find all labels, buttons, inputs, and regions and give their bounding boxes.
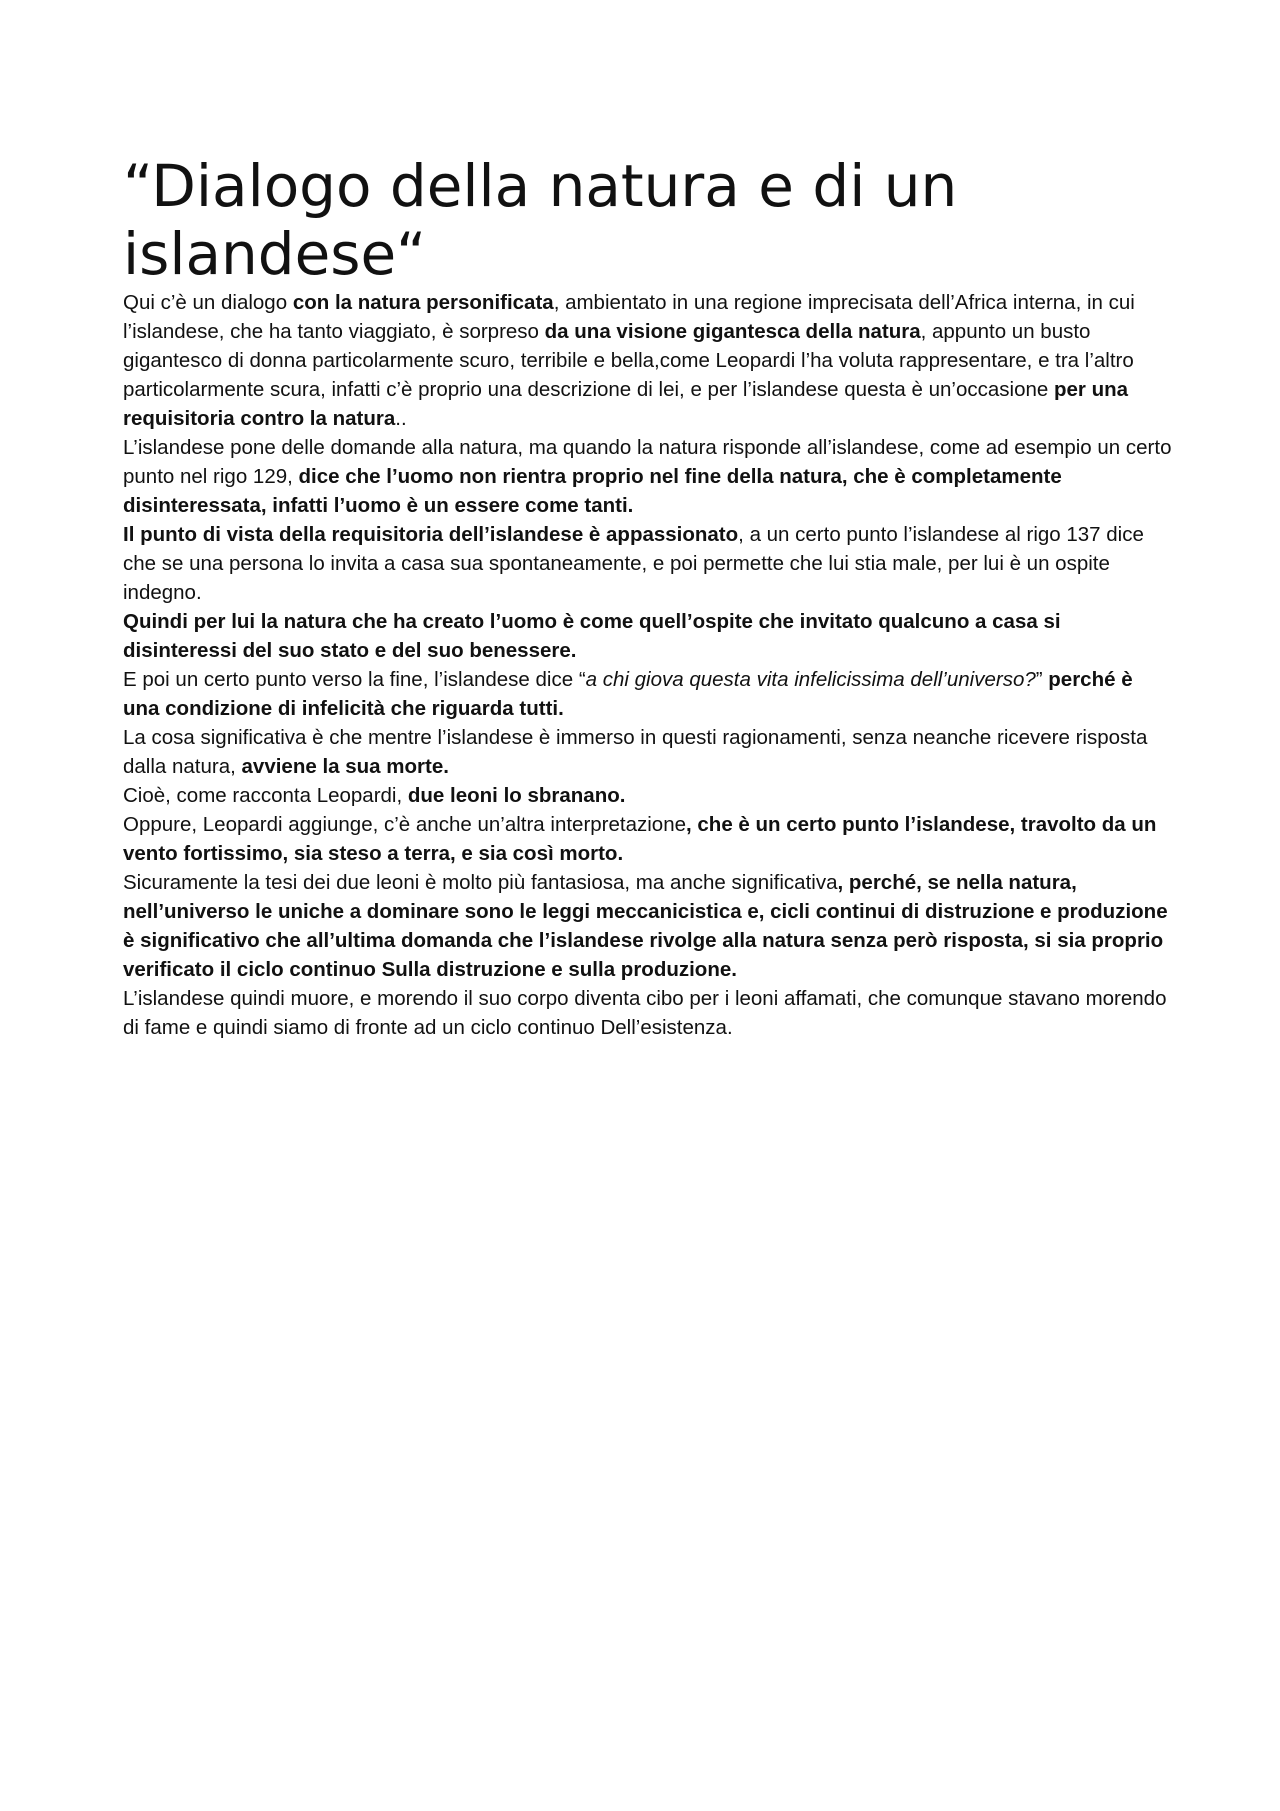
bold-text: due leoni lo sbranano. xyxy=(407,784,626,807)
bold-text: con la natura personificata xyxy=(292,291,554,314)
bold-text: Quindi per lui la natura che ha creato l’uomo è come quell’ospite che invitato qualcuno a casa si disinteressi del suo stato e del suo benessere. xyxy=(123,610,1061,662)
document-title: “Dialogo della natura e di un islandese“ xyxy=(123,152,958,288)
bold-text: , perché, se nella natura, nell’universo le uniche a dominare sono le leggi meccanicistica e, cicli continui di distruzione e produzione è significativo che all’ultima domanda che l’islandese rivolge alla natura senza però risposta, si sia proprio verificato il ciclo continuo Sulla distruzione e sulla produzione. xyxy=(123,871,1168,981)
bold-text: perché è una condizione di infelicità che riguarda tutti. xyxy=(123,668,1133,720)
paragraph xyxy=(123,665,1173,723)
paragraph xyxy=(123,520,1173,607)
text-run: , appunto un busto gigantesco di donna particolarmente scuro, terribile e bella,come Leopardi l’ha voluta rappresentare, e tra l’altro particolarmente scura, infatti c’è proprio una descrizione di lei, e per l’islandese questa è un’occasione xyxy=(123,320,1134,401)
text-run: L’islandese pone delle domande alla natura, ma quando la natura risponde all’islandese, come ad esempio un certo punto nel rigo 129, xyxy=(123,436,1172,488)
paragraph xyxy=(123,984,1173,1042)
italic-text: a chi giova questa vita infelicissima dell’universo? xyxy=(585,668,1036,691)
bold-text: per una requisitoria contro la natura xyxy=(123,378,1129,430)
bold-text: da una visione gigantesca della natura xyxy=(544,320,921,343)
bold-text: avviene la sua morte. xyxy=(241,755,449,778)
paragraph xyxy=(123,723,1173,781)
text-run: ” xyxy=(1035,668,1049,691)
text-run: Qui c’è un dialogo xyxy=(123,291,293,314)
text-run: E poi un certo punto verso la fine, l’islandese dice “ xyxy=(123,668,586,691)
text-run: Oppure, Leopardi aggiunge, c’è anche un’altra interpretazione xyxy=(123,813,686,836)
bold-text: Il punto di vista della requisitoria dell’islandese è appassionato xyxy=(123,523,739,546)
text-run: Cioè, come racconta Leopardi, xyxy=(123,784,408,807)
paragraph xyxy=(123,868,1173,984)
text-run: Sicuramente la tesi dei due leoni è molto più fantasiosa, ma anche significativa xyxy=(123,871,838,894)
text-run: , a un certo punto l’islandese al rigo 137 dice che se una persona lo invita a casa sua spontaneamente, e poi permette che lui stia male, per lui è un ospite indegno. xyxy=(123,523,1144,604)
text-run: .. xyxy=(395,407,407,430)
paragraph xyxy=(123,433,1173,520)
text-run: L’islandese quindi muore, e morendo il suo corpo diventa cibo per i leoni affamati, che comunque stavano morendo di fame e quindi siamo di fronte ad un ciclo continuo Dell’esistenza. xyxy=(123,987,1167,1039)
bold-text: , che è un certo punto l’islandese, travolto da un vento fortissimo, sia steso a terra, e sia così morto. xyxy=(123,813,1157,865)
text-run: La cosa significativa è che mentre l’islandese è immerso in questi ragionamenti, senza neanche ricevere risposta dalla natura, xyxy=(123,726,1148,778)
paragraph xyxy=(123,810,1173,868)
paragraph xyxy=(123,607,1173,665)
document-content xyxy=(123,152,1173,1042)
paragraph xyxy=(123,781,1173,810)
bold-text: dice che l’uomo non rientra proprio nel fine della natura, che è completamente disinteressata, infatti l’uomo è un essere come tanti. xyxy=(123,465,1062,517)
document-body xyxy=(123,288,1173,1042)
text-run: , ambientato in una regione imprecisata dell’Africa interna, in cui l’islandese, che ha tanto viaggiato, è sorpreso xyxy=(123,291,1135,343)
paragraph xyxy=(123,288,1173,433)
